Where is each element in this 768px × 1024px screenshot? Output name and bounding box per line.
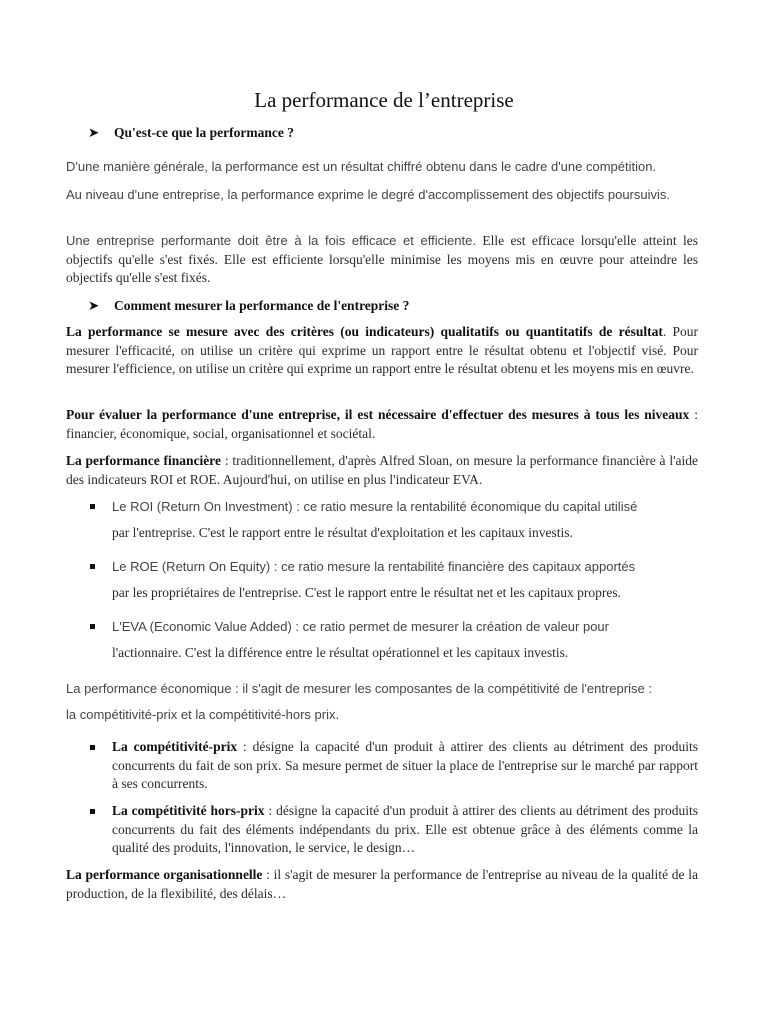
- section-heading-measurement: [88, 297, 409, 315]
- square-bullet-icon: [90, 564, 95, 569]
- list-item-nonprice-competitiveness: [112, 802, 698, 858]
- arrowhead-icon: ➤: [88, 298, 100, 313]
- list-item-roe-line1: Le ROE (Return On Equity) : ce ratio mesure la rentabilité financière des capitaux apportés: [112, 559, 636, 574]
- paragraph-enterprise-level: Au niveau d'une entreprise, la performance exprime le degré d'accomplissement des objectifs poursuivis.: [66, 187, 670, 202]
- list-item-eva-line2: l'actionnaire. C'est la différence entre le résultat opérationnel et les capitaux investis.: [112, 645, 569, 660]
- paragraph-levels: [66, 406, 698, 443]
- list-item-roi-line2: par l'entreprise. C'est le rapport entre le résultat d'exploitation et les capitaux investis.: [112, 525, 573, 540]
- paragraph-levels-rest: : financier, économique, social, organisationnel et sociétal.: [66, 407, 698, 441]
- list-item-roi-line1: Le ROI (Return On Investment) : ce ratio mesure la rentabilité économique du capital utilisé: [112, 499, 638, 514]
- paragraph-efficiency: [66, 232, 698, 288]
- list-item-roe-line2: par les propriétaires de l'entreprise. C'est le rapport entre le résultat net et les capitaux propres.: [112, 585, 622, 600]
- paragraph-financial-rest: : traditionnellement, d'après Alfred Sloan, on mesure la performance financière à l'aide des indicateurs ROI et ROE. Aujourd'hui, on utilise en plus l'indicateur EVA.: [66, 453, 698, 487]
- list-item-price-bold: La compétitivité-prix: [112, 739, 238, 754]
- section-heading-definition: [88, 124, 294, 142]
- heading-text: Qu'est-ce que la performance ?: [114, 125, 294, 140]
- square-bullet-icon: [90, 624, 95, 629]
- paragraph-criteria-rest: . Pour mesurer l'efficacité, on utilise un critère qui exprime un rapport entre le résultat obtenu et l'objectif visé. Pour mesurer l'efficience, on utilise un critère qui exprime un rapport entre le résultat obtenu et les moyens mis en œuvre.: [66, 324, 698, 376]
- list-item-price-competitiveness: [112, 738, 698, 794]
- paragraph-efficiency-lead: Une entreprise performante doit être à la fois efficace et efficiente.: [66, 233, 476, 248]
- paragraph-economic-line2: la compétitivité-prix et la compétitivité-hors prix.: [66, 707, 340, 722]
- square-bullet-icon: [90, 504, 95, 509]
- list-item-price-rest: : désigne la capacité d'un produit à attirer des clients au détriment des produits concurrents du fait de son prix. Sa mesure permet de situer la place de l'entreprise sur le marché par rapport à ses concurrents.: [112, 739, 698, 791]
- list-item-nonprice-bold: La compétitivité hors-prix: [112, 803, 265, 818]
- paragraph-financial: [66, 452, 698, 489]
- paragraph-organisational-bold: La performance organisationnelle: [66, 867, 263, 882]
- list-item-eva-line1: L'EVA (Economic Value Added) : ce ratio permet de mesurer la création de valeur pour: [112, 619, 609, 634]
- paragraph-economic-line1: La performance économique : il s'agit de mesurer les composantes de la compétitivité de l'entreprise :: [66, 681, 652, 696]
- paragraph-economic: [66, 676, 698, 728]
- list-item-roe: [112, 554, 698, 606]
- paragraph-organisational: [66, 866, 698, 903]
- paragraph-financial-bold: La performance financière: [66, 453, 222, 468]
- square-bullet-icon: [90, 809, 95, 814]
- paragraph-definition: D'une manière générale, la performance est un résultat chiffré obtenu dans le cadre d'une compétition.: [66, 159, 657, 174]
- paragraph-criteria-bold: La performance se mesure avec des critères (ou indicateurs) qualitatifs ou quantitatifs de résultat: [66, 324, 663, 339]
- page-title: La performance de l’entreprise: [254, 88, 514, 112]
- square-bullet-icon: [90, 745, 95, 750]
- paragraph-levels-bold: Pour évaluer la performance d'une entreprise, il est nécessaire d'effectuer des mesures à tous les niveaux: [66, 407, 690, 422]
- list-item-eva: [112, 614, 698, 666]
- paragraph-organisational-rest: : il s'agit de mesurer la performance de l'entreprise au niveau de la qualité de la production, de la flexibilité, des délais…: [66, 867, 698, 901]
- list-item-roi: [112, 494, 698, 546]
- heading-text: Comment mesurer la performance de l'entreprise ?: [114, 298, 410, 313]
- list-item-nonprice-rest: : désigne la capacité d'un produit à attirer des clients au détriment des produits concurrents du fait des éléments indépendants du prix. Elle est obtenue grâce à des éléments comme la qualité des produits, l'innovation, le service, le design…: [112, 803, 698, 855]
- arrowhead-icon: ➤: [88, 125, 100, 140]
- paragraph-criteria: [66, 323, 698, 379]
- paragraph-efficiency-rest: Elle est efficace lorsqu'elle atteint les objectifs qu'elle s'est fixés. Elle est efficiente lorsqu'elle minimise les moyens mis en œuvre pour atteindre les objectifs qu'elle s'est fixés.: [66, 233, 698, 285]
